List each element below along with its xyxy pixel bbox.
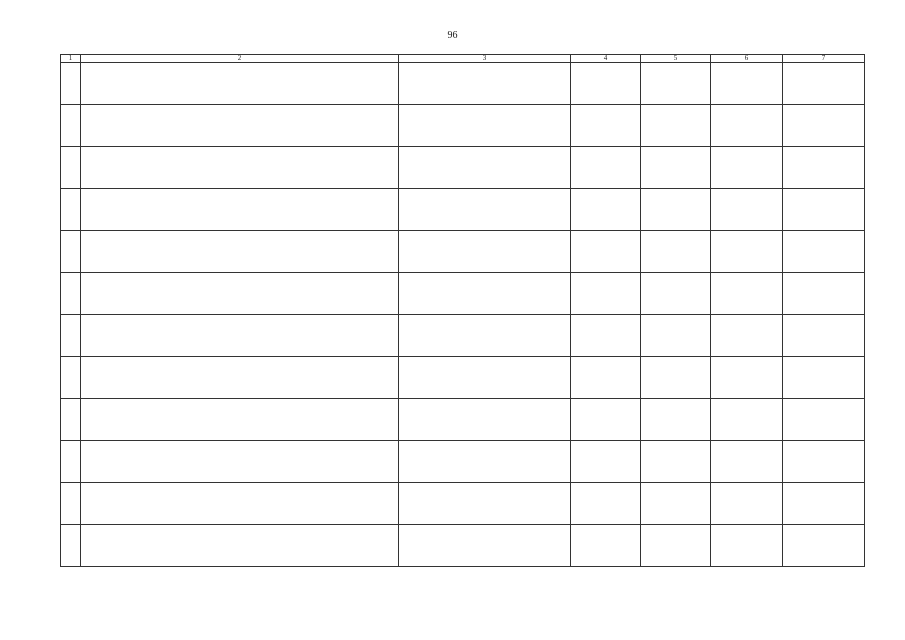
unit-cell (571, 273, 641, 315)
responsible-person-cell (399, 525, 571, 567)
date-cell (711, 357, 783, 399)
table-row (61, 147, 865, 189)
target-value-cell (641, 231, 711, 273)
date-cell (711, 525, 783, 567)
row-number-cell (61, 105, 81, 147)
row-number-cell (61, 483, 81, 525)
table-row (61, 399, 865, 441)
risks-cell (783, 399, 865, 441)
column-header: 1 (61, 55, 81, 63)
unit-cell (571, 63, 641, 105)
event-name-cell (81, 105, 399, 147)
register-table (60, 54, 865, 567)
page-number: 96 (447, 30, 458, 41)
responsible-person-cell (399, 105, 571, 147)
target-value-cell (641, 147, 711, 189)
event-name-cell (81, 399, 399, 441)
date-cell (711, 273, 783, 315)
risks-cell (783, 315, 865, 357)
row-number-cell (61, 63, 81, 105)
responsible-person-cell (399, 483, 571, 525)
unit-cell (571, 399, 641, 441)
event-name-cell (81, 273, 399, 315)
column-header: 7 (783, 55, 865, 63)
unit-cell (571, 105, 641, 147)
column-header: 3 (399, 55, 571, 63)
responsible-person-cell (399, 189, 571, 231)
responsible-person-cell (399, 441, 571, 483)
target-value-cell (641, 357, 711, 399)
table-body (61, 63, 865, 567)
table-row (61, 189, 865, 231)
table-row (61, 315, 865, 357)
target-value-cell (641, 273, 711, 315)
risks-cell (783, 231, 865, 273)
date-cell (711, 147, 783, 189)
row-number-cell (61, 315, 81, 357)
target-value-cell (641, 441, 711, 483)
row-number-cell (61, 441, 81, 483)
column-header: 2 (81, 55, 399, 63)
event-name-cell (81, 525, 399, 567)
date-cell (711, 105, 783, 147)
unit-cell (571, 147, 641, 189)
target-value-cell (641, 63, 711, 105)
unit-cell (571, 189, 641, 231)
date-cell (711, 63, 783, 105)
event-name-cell (81, 483, 399, 525)
event-name-cell (81, 147, 399, 189)
target-value-cell (641, 189, 711, 231)
table-row (61, 441, 865, 483)
date-cell (711, 441, 783, 483)
responsible-person-cell (399, 273, 571, 315)
column-header: 4 (571, 55, 641, 63)
risks-cell (783, 273, 865, 315)
unit-cell (571, 357, 641, 399)
row-number-cell (61, 525, 81, 567)
risks-cell (783, 441, 865, 483)
target-value-cell (641, 483, 711, 525)
responsible-person-cell (399, 147, 571, 189)
table-row (61, 105, 865, 147)
unit-cell (571, 483, 641, 525)
risks-cell (783, 525, 865, 567)
table-row (61, 357, 865, 399)
column-header: 6 (711, 55, 783, 63)
event-name-cell (81, 315, 399, 357)
target-value-cell (641, 315, 711, 357)
risks-cell (783, 483, 865, 525)
risks-cell (783, 189, 865, 231)
unit-cell (571, 315, 641, 357)
risks-cell (783, 147, 865, 189)
event-name-cell (81, 189, 399, 231)
row-number-cell (61, 399, 81, 441)
target-value-cell (641, 525, 711, 567)
date-cell (711, 315, 783, 357)
table-row (61, 525, 865, 567)
risks-cell (783, 105, 865, 147)
responsible-person-cell (399, 231, 571, 273)
responsible-person-cell (399, 399, 571, 441)
row-number-cell (61, 357, 81, 399)
responsible-person-cell (399, 63, 571, 105)
row-number-cell (61, 273, 81, 315)
target-value-cell (641, 399, 711, 441)
event-name-cell (81, 231, 399, 273)
table-row (61, 483, 865, 525)
table-row (61, 63, 865, 105)
table-row (61, 231, 865, 273)
event-name-cell (81, 441, 399, 483)
row-number-cell (61, 189, 81, 231)
date-cell (711, 189, 783, 231)
unit-cell (571, 441, 641, 483)
date-cell (711, 483, 783, 525)
row-number-cell (61, 147, 81, 189)
responsible-person-cell (399, 357, 571, 399)
target-value-cell (641, 105, 711, 147)
date-cell (711, 399, 783, 441)
row-number-cell (61, 231, 81, 273)
event-name-cell (81, 63, 399, 105)
unit-cell (571, 525, 641, 567)
unit-cell (571, 231, 641, 273)
table-row (61, 273, 865, 315)
column-header: 5 (641, 55, 711, 63)
responsible-person-cell (399, 315, 571, 357)
column-number-row (61, 55, 865, 63)
risks-cell (783, 357, 865, 399)
event-name-cell (81, 357, 399, 399)
date-cell (711, 231, 783, 273)
risks-cell (783, 63, 865, 105)
